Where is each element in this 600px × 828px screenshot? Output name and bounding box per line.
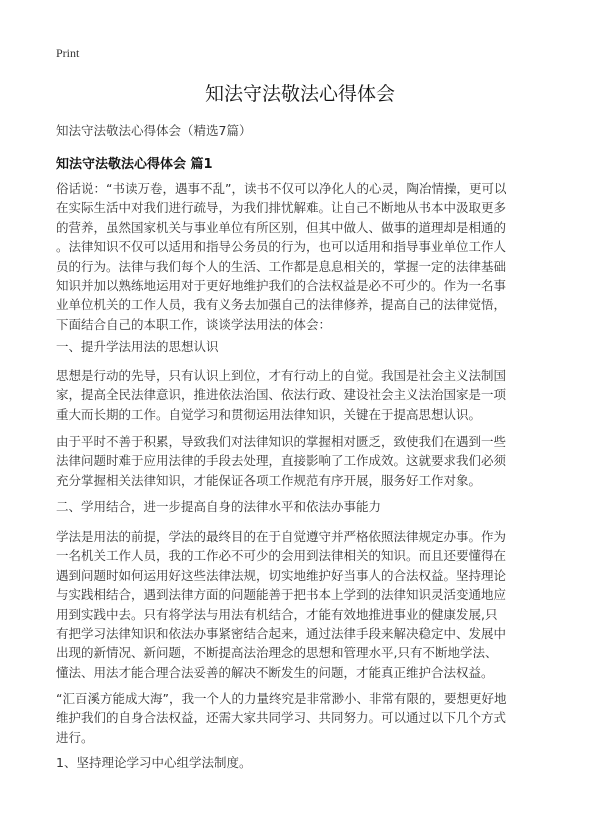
- paragraph-line: 业单位机关的工作人员，我有义务去加强自己的法律修养，提高自己的法律觉悟，: [56, 297, 507, 313]
- document-subtitle: 知法守法敬法心得体会（精选7篇）: [56, 123, 252, 138]
- paragraph-line: 用到实践中去。只有将学法与用法有机结合，才能有效地推进事业的健康发展,只: [56, 606, 498, 622]
- paragraph-line: 俗话说：“书读万卷，遇事不乱”，读书不仅可以净化人的心灵，陶冶情操，更可以: [56, 181, 507, 196]
- paragraph-line: 知识并加以熟练地运用对于更好地维护我们的合法权益是必不可少的。作为一名事: [56, 278, 507, 294]
- page-title: 知法守法敬法心得体会: [204, 83, 395, 105]
- paragraph-5: [56, 689, 548, 747]
- paragraph-line: 下面结合自己的本职工作，谈谈学法用法的体会：: [56, 316, 332, 332]
- paragraph-line: 进行。: [56, 729, 94, 745]
- paragraph-3: [56, 432, 548, 490]
- paragraph-line: “汇百溪方能成大海”，我一个人的力量终究是非常渺小、非常有限的，要想更好地: [56, 691, 507, 706]
- section-heading-1: [56, 337, 548, 356]
- section-heading-text: 一、提升学法用法的思想认识: [56, 339, 219, 354]
- paragraph-line: 充分掌握相关法律知识，才能保证各项工作规范有序开展，服务好工作对象。: [56, 472, 482, 488]
- paragraph-line: 。法律知识不仅可以适用和指导公务员的行为，也可以适用和指导事业单位工作人: [56, 239, 507, 255]
- paragraph-line: 重大而长期的工作。自觉学习和贯彻运用法律知识，关键在于提高思想认识。: [56, 406, 482, 422]
- paragraph-line: 出现的新情况、新问题，不断提高法治理念的思想和管理水平,只有不断地学法、: [56, 645, 498, 661]
- paragraph-line: 由于平时不善于积累，导致我们对法律知识的掌握相对匮乏，致使我们在遇到一些: [56, 434, 507, 449]
- article-heading: 知法守法敬法心得体会 篇1: [56, 157, 213, 172]
- paragraph-line: 维护我们的自身合法权益，还需大家共同学习、共同努力。可以通过以下几个方式: [56, 710, 507, 726]
- paragraph-line: 思想是行动的先导，只有认识上到位，才有行动上的自觉。我国是社会主义法制国: [56, 368, 507, 383]
- paragraph-line: 懂法、用法才能合理合法妥善的解决不断发生的问题，才能真正维护合法权益。: [56, 664, 494, 680]
- paragraph-line: 学法是用法的前提，学法的最终目的在于自觉遵守并严格依照法律规定办事。作为: [56, 529, 507, 544]
- paragraph-line: 一名机关工作人员，我的工作必不可少的会用到法律相关的知识。而且还要懂得在: [56, 548, 507, 564]
- paragraph-line: 在实际生活中对我们进行疏导，为我们排忧解难。让自己不断地从书本中汲取更多: [56, 200, 507, 216]
- paragraph-line: 与实践相结合，遇到法律方面的问题能善于把书本上学到的法律知识灵活变通地应: [56, 587, 507, 603]
- section-heading-text: 1、坚持理论学习中心组学法制度。: [56, 755, 252, 770]
- section-heading-text: 二、学用结合，进一步提高自身的法律水平和依法办事能力: [56, 499, 382, 514]
- paragraph-line: 遇到问题时如何运用好这些法律法规，切实地维护好当事人的合法权益。坚持理论: [56, 567, 507, 583]
- paragraph-line: 有把学习法律知识和依法办事紧密结合起来，通过法律手段来解决稳定中、发展中: [56, 626, 507, 642]
- paragraph-line: 法律问题时难于应用法律的手段去处理，直接影响了工作成效。这就要求我们必须: [56, 453, 507, 469]
- print-link[interactable]: Print: [56, 46, 80, 60]
- paragraph-line: 的营养，虽然国家机关与事业单位有所区别，但其中做人、做事的道理却是相通的: [56, 219, 507, 235]
- paragraph-4: [56, 527, 548, 682]
- paragraph-1: [56, 179, 548, 334]
- section-heading-2: [56, 497, 548, 516]
- paragraph-line: 家，提高全民法律意识，推进依法治国、依法行政、建设社会主义法治国家是一项: [56, 387, 507, 403]
- section-heading-3: [56, 753, 548, 772]
- paragraph-line: 员的行为。法律与我们每个人的生活、工作都是息息相关的，掌握一定的法律基础: [56, 258, 507, 274]
- paragraph-2: [56, 366, 548, 424]
